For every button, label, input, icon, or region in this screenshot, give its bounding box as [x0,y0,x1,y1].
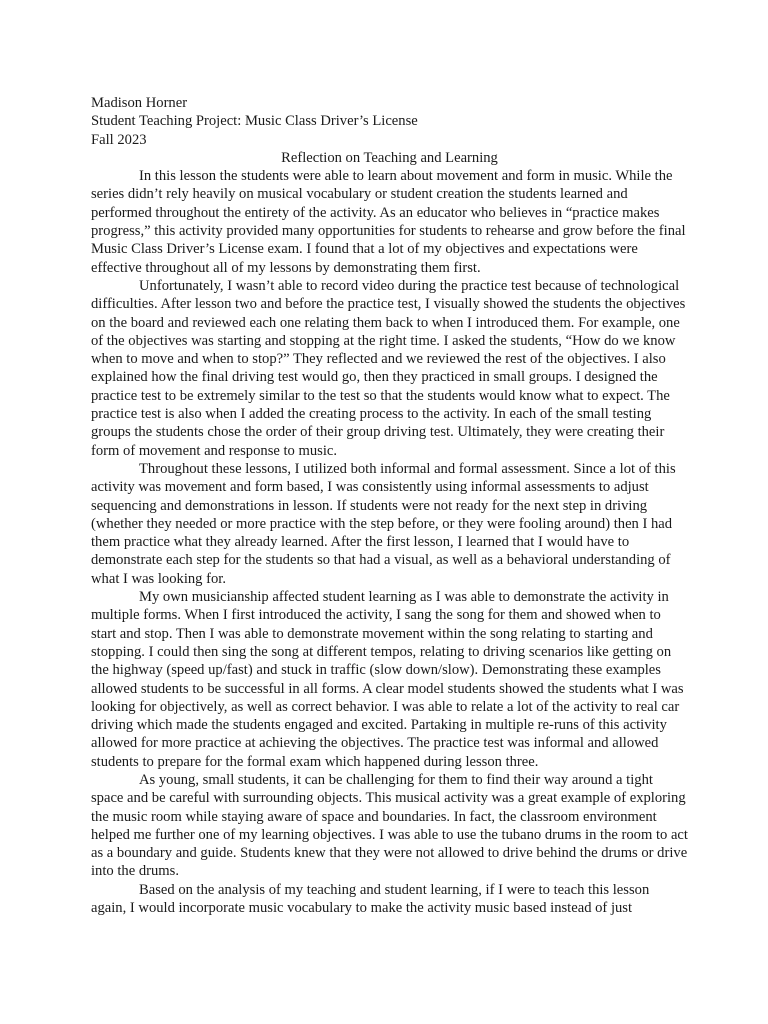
paragraph-lesson-overview: In this lesson the students were able to learn about movement and form in music. While the series didn’t rely heavily on musical vocabulary or student creation the students learned and performed throughout the entirety of the activity. As an educator who believes in “practice makes progress,” this activity provided many opportunities for students to rehearse and grow before the final Music Class Driver’s License exam. I found that a lot of my objectives and expectations were effective throughout all of my lessons by demonstrating them first. [91,168,686,276]
paragraph-assessment: Throughout these lessons, I utilized both informal and formal assessment. Since a lot of this activity was movement and form based, I was consistently using informal assessments to adjust sequencing and demonstrations in lesson. If students were not ready for the next step in driving (whether they needed or more practice with the step before, or they were fooling around) then I had them practice what they already learned. After the first lesson, I learned that I would have to demonstrate each step for the students so that had a visual, as well as a behavioral understanding of what I was looking for. [91,460,676,587]
paragraph-classroom-environment: As young, small students, it can be challenging for them to find their way around a tight space and be careful with surrounding objects. This musical activity was a great example of exploring the music room while staying aware of space and boundaries. In fact, the classroom environment helped me further one of my learning objectives. I was able to use the tubano drums in the room to act as a boundary and guide. Students knew that they were not allowed to drive behind the drums or drive into the drums. [91,771,688,880]
project-title: Student Teaching Project: Music Class Driver’s License [91,113,418,130]
paragraph-musicianship: My own musicianship affected student learning as I was able to demonstrate the activity in multiple forms. When I first introduced the activity, I sang the song for them and showed when to start and stop. Then I was able to demonstrate movement within the song relating to starting and stopping. I could then sing the song at different tempos, relating to driving scenarios like getting on the highway (speed up/fast) and stuck in traffic (slow down/slow). Demonstrating these examples allowed students to be successful in all forms. A clear model students showed the students what I was looking for objectively, as well as correct behavior. I was able to relate a lot of the activity to real car driving which made the students engaged and excited. Partaking in multiple re-runs of this activity allowed for more practice at achieving the objectives. The practice test was informal and allowed students to prepare for the formal exam which happened during lesson three. [91,589,684,770]
paragraph-analysis: Based on the analysis of my teaching and student learning, if I were to teach this lesson again, I would incorporate music vocabulary to make the activity music based instead of just [91,881,650,917]
paragraph-practice-test: Unfortunately, I wasn’t able to record video during the practice test because of technological difficulties. After lesson two and before the practice test, I visually showed the students the objectives on the board and reviewed each one relating them back to when I introduced them. For example, one of the objectives was starting and stopping at the right time. I asked the students, “How do we know when to move and when to stop?” They reflected and we reviewed the rest of the objectives. I also explained how the final driving test would go, then they practiced in small groups. I designed the practice test to be extremely similar to the test so that the students would know what to expect. The practice test is also when I added the creating process to the activity. In each of the small testing groups the students chose the order of their group driving test. Ultimately, they were creating their form of movement and response to music. [91,277,686,459]
author-name: Madison Horner [91,95,188,111]
document-title: Reflection on Teaching and Learning [281,149,498,166]
term-label: Fall 2023 [91,131,147,148]
document-page [91,94,688,917]
